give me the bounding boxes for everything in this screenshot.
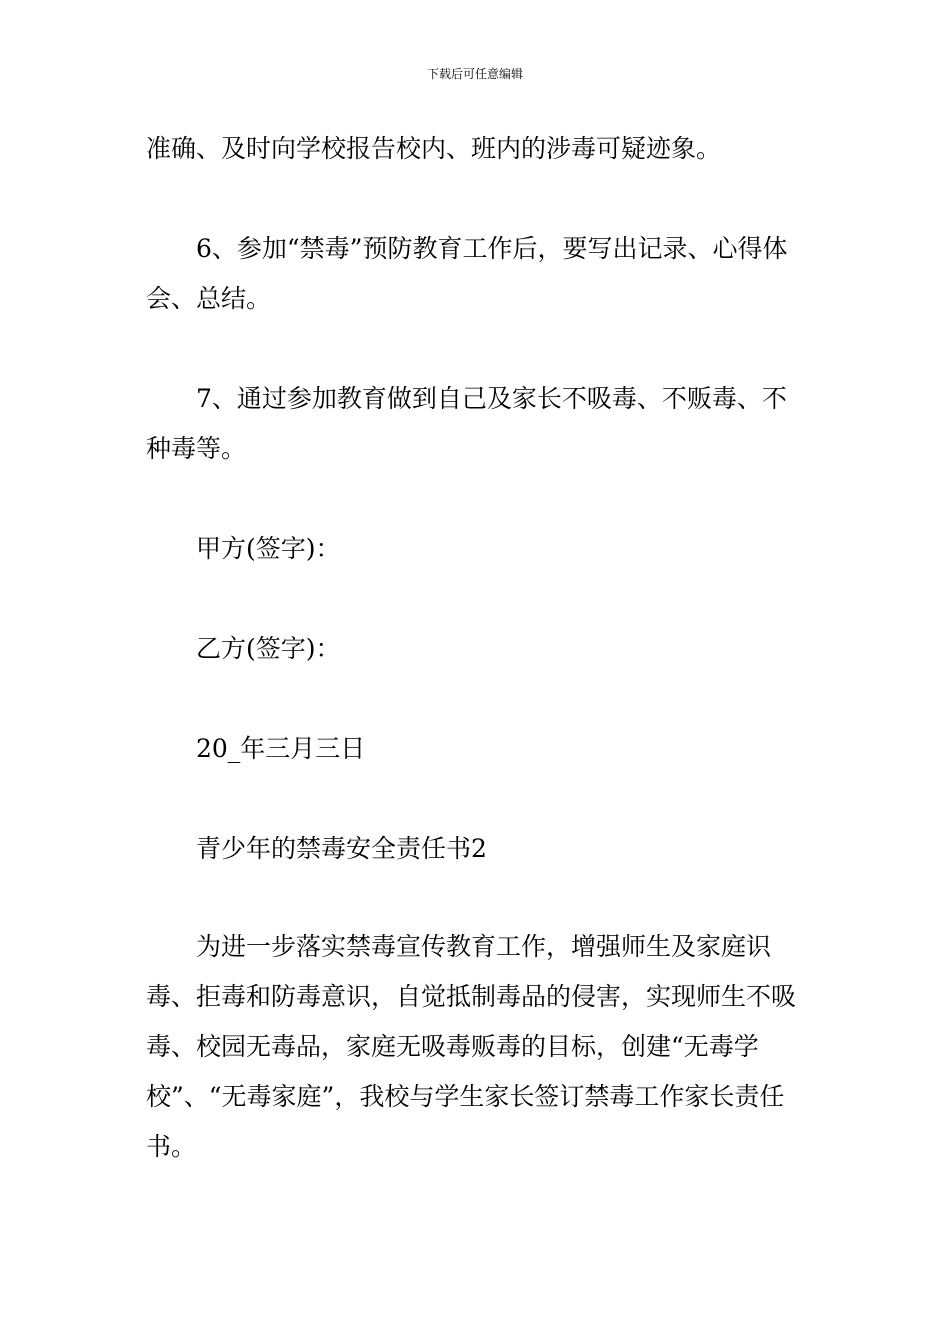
signature-party-a: 甲方(签字)： (196, 534, 341, 563)
document-date: 20_年三月三日 (196, 734, 366, 763)
signature-party-b: 乙方(签字)： (196, 634, 341, 663)
paragraph-item-6: 6、参加“禁毒”预防教育工作后，要写出记录、心得体会、总结。 (146, 234, 788, 313)
paragraph-continuation: 准确、及时向学校报告校内、班内的涉毒可疑迹象。 (146, 134, 722, 163)
paragraph-intro: 为进一步落实禁毒宣传教育工作，增强师生及家庭识毒、拒毒和防毒意识，自觉抵制毒品的侵害，实现师生不吸毒、校园无毒品，家庭无吸毒贩毒的目标，创建“无毒学校”、“无毒家庭”，我校与学生家长签订禁毒工作家长责任书。 (146, 932, 797, 1161)
page-header: 下载后可任意编辑 (426, 67, 523, 81)
paragraph-item-7: 7、通过参加教育做到自己及家长不吸毒、不贩毒、不种毒等。 (146, 384, 787, 463)
section-title: 青少年的禁毒安全责任书2 (196, 834, 487, 863)
